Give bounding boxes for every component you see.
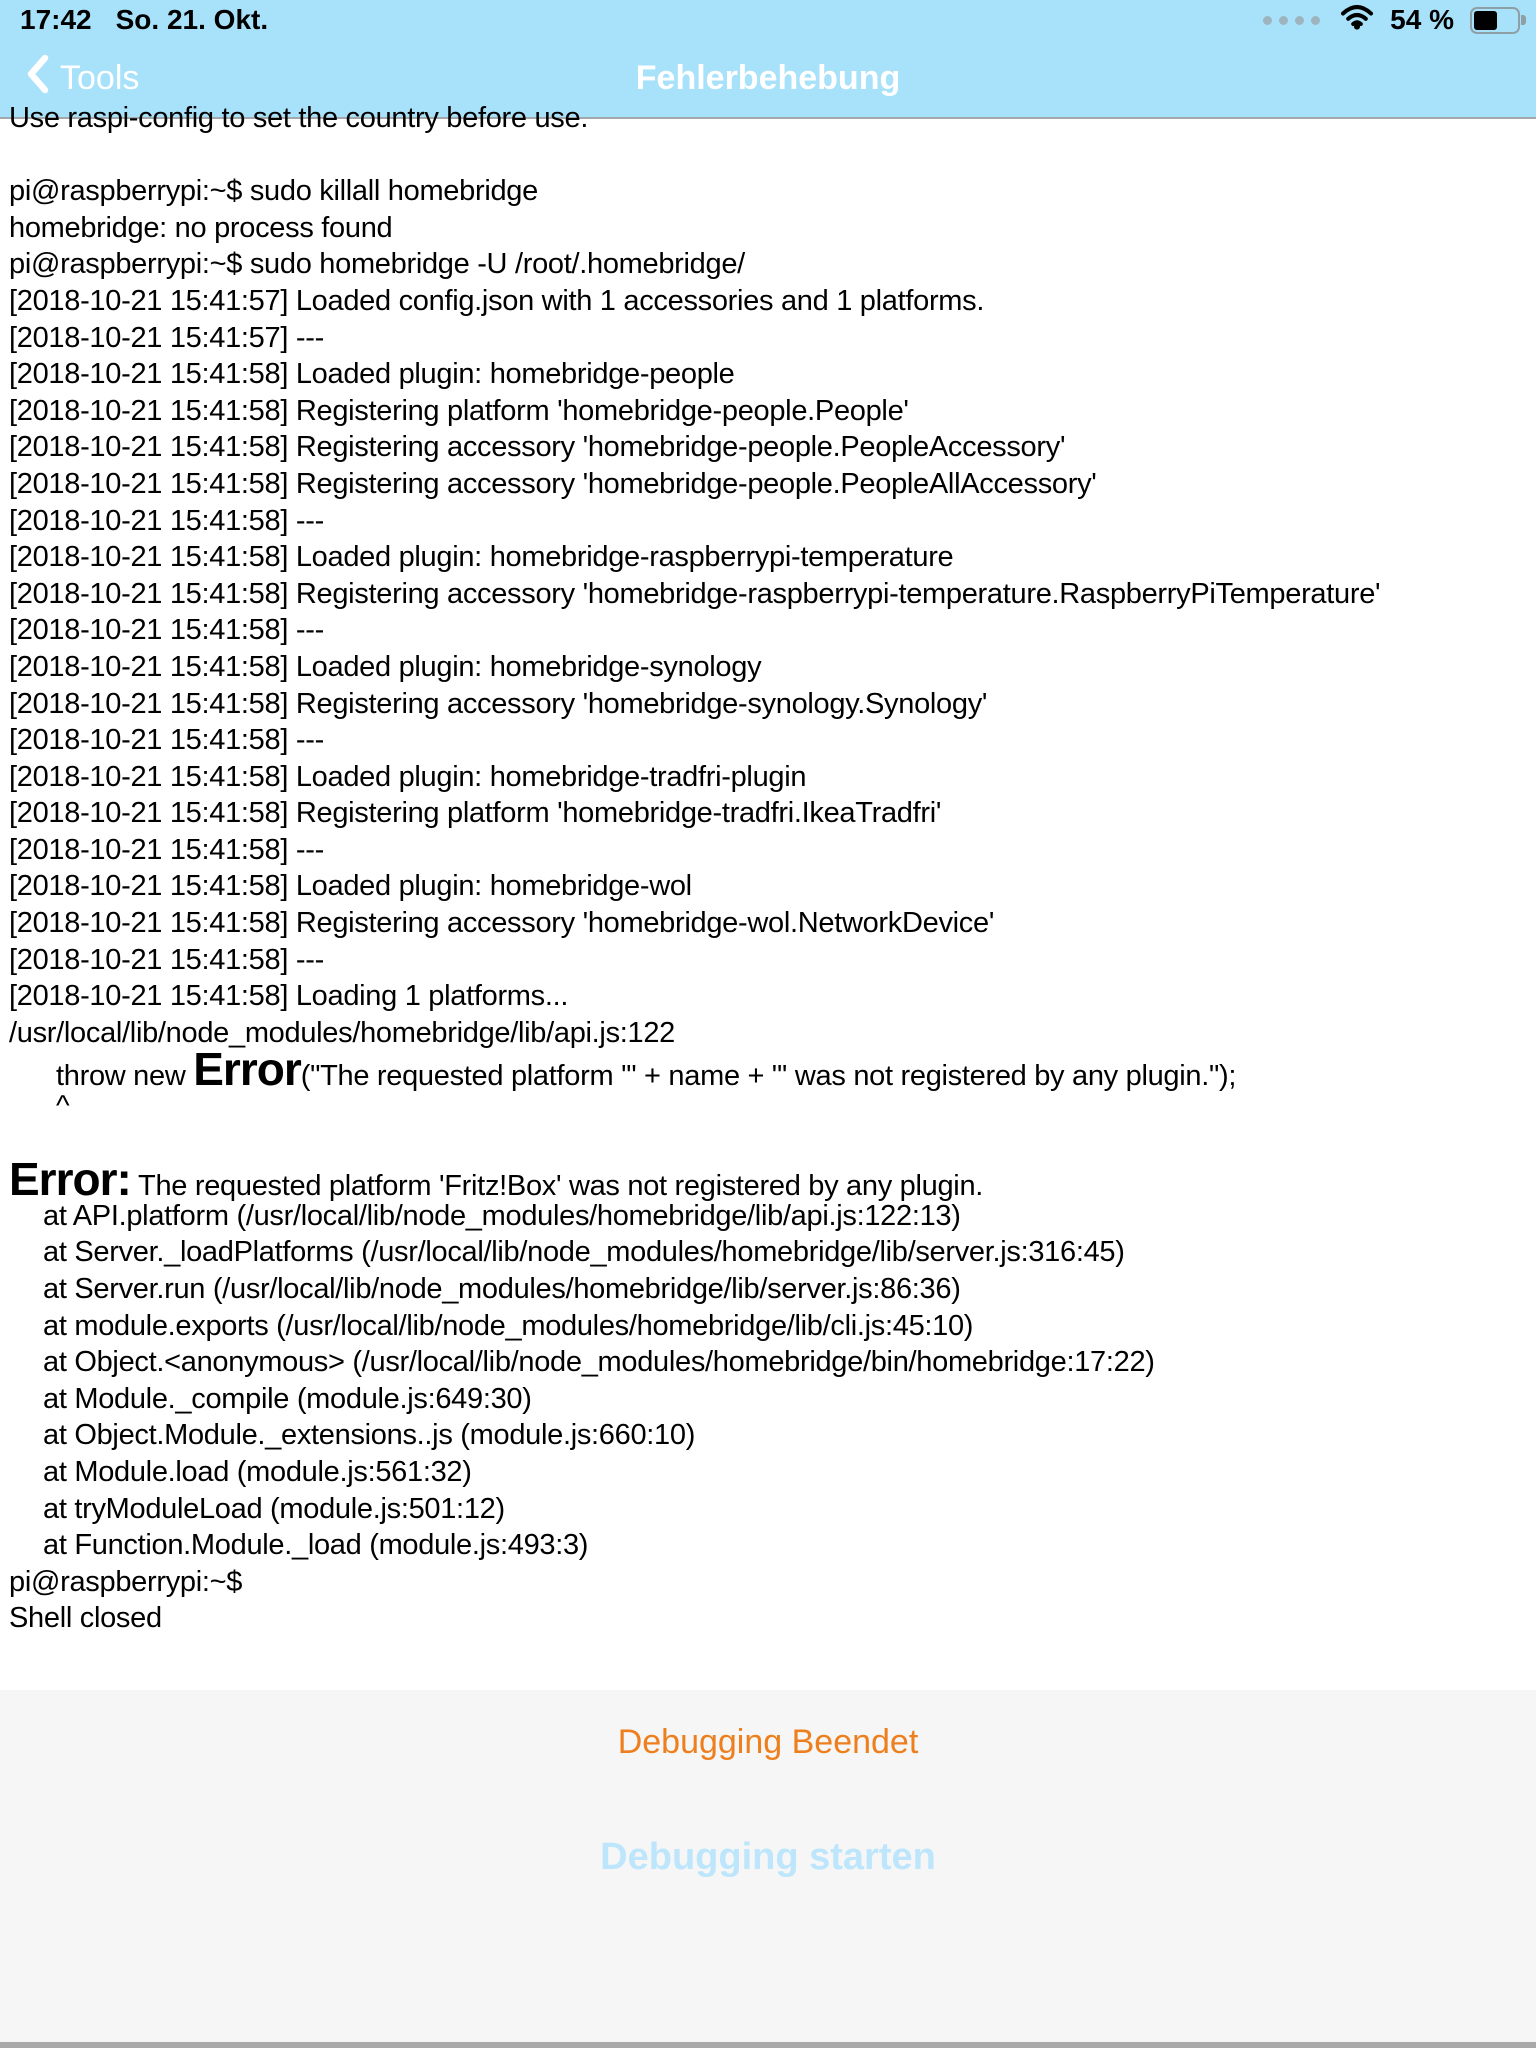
status-bar [0,0,1536,40]
status-date: So. 21. Okt. [115,4,269,35]
log-line: at Module._compile (module.js:649:30) [43,1382,532,1415]
log-line: Use raspi-config to set the country before use. [9,102,589,134]
bottom-bar [0,2042,1536,2048]
log-line: pi@raspberrypi:~$ sudo homebridge -U /root/.homebridge/ [9,248,745,281]
log-line [9,137,1536,174]
log-line: [2018-10-21 15:41:58] --- [9,724,324,757]
wifi-icon [1340,3,1374,37]
log-line [9,1125,1536,1162]
status-time: 17:42 [20,4,92,35]
back-label: Tools [60,59,140,97]
battery-icon [1470,7,1520,34]
log-line: [2018-10-21 15:41:58] Registering accessory 'homebridge-raspberrypi-temperature.RaspberryPiTemperature' [9,577,1381,610]
log-line: Shell closed [9,1602,162,1635]
chevron-left-icon [26,54,48,103]
log-line: [2018-10-21 15:41:58] --- [9,943,324,976]
log-line: ^ [56,1090,70,1123]
log-line: homebridge: no process found [9,211,393,244]
log-line: pi@raspberrypi:~$ sudo killall homebridge [9,175,538,208]
stop-debugging-button[interactable]: Debugging Beendet [617,1723,919,1761]
log-line: [2018-10-21 15:41:58] Registering accessory 'homebridge-wol.NetworkDevice' [9,907,995,940]
log-line: [2018-10-21 15:41:58] --- [9,833,324,866]
log-line: [2018-10-21 15:41:58] Loaded plugin: homebridge-wol [9,870,692,903]
log-line: [2018-10-21 15:41:58] Registering accessory 'homebridge-people.PeopleAccessory' [9,431,1066,464]
log-line: throw new Error("The requested platform '" + name + "' was not registered by any plugin."); [56,1043,1237,1096]
log-line: at tryModuleLoad (module.js:501:12) [43,1492,505,1525]
cellular-dots-icon [1263,16,1320,25]
log-line: [2018-10-21 15:41:58] Registering accessory 'homebridge-synology.Synology' [9,687,988,720]
log-line: [2018-10-21 15:41:58] Loaded plugin: homebridge-raspberrypi-temperature [9,541,954,574]
log-line: [2018-10-21 15:41:58] Registering accessory 'homebridge-people.PeopleAllAccessory' [9,467,1097,500]
log-line: [2018-10-21 15:41:58] Loading 1 platforms... [9,980,569,1013]
log-line: at API.platform (/usr/local/lib/node_modules/homebridge/lib/api.js:122:13) [43,1199,961,1232]
log-line: [2018-10-21 15:41:58] Loaded plugin: homebridge-people [9,358,735,391]
page-title: Fehlerbehebung [635,59,901,97]
log-line: [2018-10-21 15:41:58] --- [9,504,324,537]
footer [0,1690,1536,2048]
log-line: [2018-10-21 15:41:58] Loaded plugin: homebridge-tradfri-plugin [9,760,807,793]
log-line: at Object.Module._extensions..js (module.js:660:10) [43,1419,696,1452]
log-line: at module.exports (/usr/local/lib/node_modules/homebridge/lib/cli.js:45:10) [43,1309,974,1342]
battery-fill [1474,11,1497,30]
log-line: [2018-10-21 15:41:57] Loaded config.json with 1 accessories and 1 platforms. [9,284,985,317]
start-debugging-button[interactable]: Debugging starten [600,1836,936,1878]
log-line: [2018-10-21 15:41:58] Registering platform 'homebridge-people.People' [9,394,909,427]
log-line: [2018-10-21 15:41:57] --- [9,321,324,354]
log-line: [2018-10-21 15:41:58] --- [9,614,324,647]
log-line: /usr/local/lib/node_modules/homebridge/lib/api.js:122 [9,1016,676,1049]
log-line: Error: The requested platform 'Fritz!Box' was not registered by any plugin. [9,1153,984,1206]
log-output[interactable] [0,102,1536,1690]
battery-percent: 54 % [1390,4,1454,35]
log-line: at Server.run (/usr/local/lib/node_modules/homebridge/lib/server.js:86:36) [43,1273,961,1305]
log-line: [2018-10-21 15:41:58] Loaded plugin: homebridge-synology [9,650,762,683]
log-line: pi@raspberrypi:~$ [9,1565,243,1598]
log-line: at Server._loadPlatforms (/usr/local/lib/node_modules/homebridge/lib/server.js:316:45) [43,1236,1125,1269]
log-line: [2018-10-21 15:41:58] Registering platform 'homebridge-tradfri.IkeaTradfri' [9,797,942,830]
log-line: at Function.Module._load (module.js:493:3) [43,1529,589,1562]
log-line: at Module.load (module.js:561:32) [43,1455,472,1488]
log-line: at Object.<anonymous> (/usr/local/lib/node_modules/homebridge/bin/homebridge:17:22) [43,1346,1155,1379]
